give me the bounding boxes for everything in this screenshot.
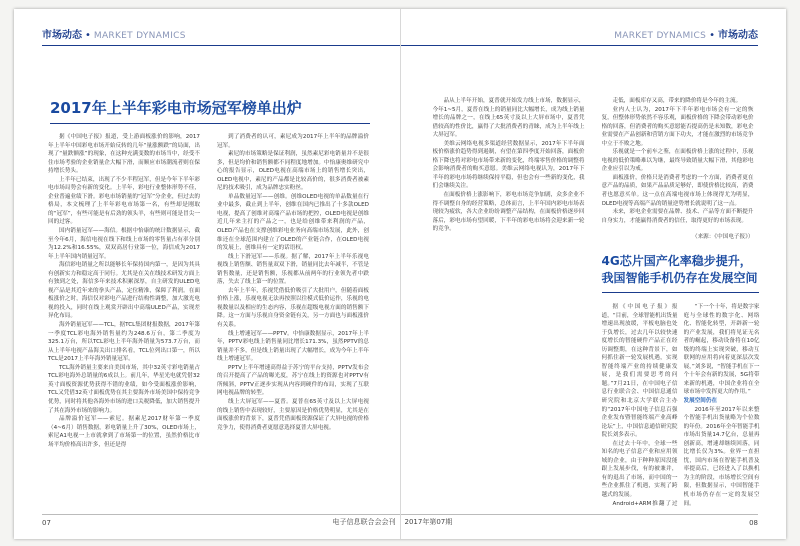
paragraph: 线上大屏冠军——夏普。夏普在65英寸及以上大屏电视的线上销售中表现较好，主要原因是价格优势明显，尤其是在面板涨价的背景下，夏普凭借面板资源保证了大屏电视的价格竞争力，使得消费者更愿意选择夏普大屏电视。 xyxy=(217,398,369,431)
left-page xyxy=(14,9,401,539)
footer-rule xyxy=(42,514,400,515)
paragraph: 素尼的市场策略是保证利润，虽然素尼彩电销量并不是很多，但是均价和销售额都不同程度地增加。中怡康奥维研究中心的报告显示，OLED电视在高端市场上的销售增长突出，OLED电视中，素尼的产品都是比较高价的，很多消费者被素尼的技术吸引，成为品牌忠实粉丝。 xyxy=(217,151,369,192)
section-label: 市场动态 xyxy=(718,30,758,41)
paragraph: 据《中国电子报》报道，受上游面板涨价的影响，2017年上半年中国彩电市场开始反转的几年“量涨额跌”的局面，出现了“量跌额涨”的现象，在这种充满变数的市场当中，经受不住市场考验的企业销量企大幅下滑，而顺应市场潮流者则在保持增长势头。 xyxy=(48,134,200,175)
text-column-4 xyxy=(684,303,760,507)
title-rule xyxy=(602,292,759,293)
text-column-1 xyxy=(48,133,200,505)
text-column-1 xyxy=(433,97,585,507)
paragraph: 美维云网络电视多渠道经营数据显示，2017年下半年面板价格涨价趋势得到遏制，有望在第四季度开始回落，面板价格下降也将对彩电市场带来新的变化，终端零售价格的调整将会影响消费者的购买意愿。美维云网络电视认为，2017年下半年的彩电市场将继续保持平稳，但也会有一些新的变化，我们会继续关注。 xyxy=(432,140,585,190)
bullet-icon: • xyxy=(85,30,91,41)
text-column-3 xyxy=(602,303,678,507)
paragraph: 单品数量冠军——创维。创维OLED电视的单品数量在行业中最多，截止到上半年，创维在国内已推出了十多款OLED电视，提高了创维对高端产品市场的把控，OLED电视是创维近几年来主打的产品之一，也是给创维带来利润的产品，OLED产品也在支撑创维彩电业务向高端市场发展，此外，创维还在全球范围内建立了OLED的产业链合作，在OLED电视的发展上，创维具有一定的话语权。 xyxy=(217,193,369,252)
section-label: 市场动态 xyxy=(42,30,82,41)
right-page xyxy=(401,9,787,539)
paragraph: 线上下滑冠军——乐视。据了解，2017年上半年乐视电视线上销售额、销售量双双下滑，销量同比去年减半，不管是销售数量，还是销售额，乐视都从前两年的行业领先者中跌落，失去了线上第一的位置。 xyxy=(217,253,369,286)
header-rule xyxy=(42,45,400,46)
footer-title: 电子信息联合会会刊 xyxy=(332,518,396,526)
footer-rule xyxy=(401,514,759,515)
paragraph: 乐视就是一个前车之鉴，在面板价格上涨的过程中，乐视电视的低价策略难以为继，最终导致销量大幅下滑，其他彩电企业应引以为戒。 xyxy=(601,149,754,173)
article2-title-line2: 我国智能手机仍存在发展空间 xyxy=(601,271,758,285)
paragraph: 去年上半年，乐视凭借低价吸引了大批用户，但随着面板价格上涨，乐视电视无法再按照以往模式低价运作，乐视的电视数量以及相应的生态内容，乐视在超级电视方面的销售额下降。这一方面与乐视自身资金链有关，另一方面也与面板涨价有关系。 xyxy=(217,287,369,329)
magazine-spread xyxy=(14,9,786,539)
paragraph: 到了消费者的认可，素尼成为2017年上半年的品牌溢价冠军。 xyxy=(217,134,369,149)
paragraph: 走低，面板库存又高，带来的降价将是今年的主流。 xyxy=(612,98,742,104)
paragraph: Android+ARM推翻了过 xyxy=(612,500,678,507)
paragraph: 面板涨价，价格只是消费者考虑的一个方面，消费者更在意产品的品质，如果产品品质足够好，即使价格比较高，消费者也愿意买单。这一点在高端电视市场上体现得尤为明显，OLED电视等高端产品的销量逆势增长就说明了这一点。 xyxy=(601,174,754,207)
paragraph: 海外销量冠军——TCL，据TCL集团财报数据，2017年第一季度TCL彩电海外销售量约为248.6万台，第二季度为325.1万台，所以TCL彩电上半年海外销量为573.7万台，而从上半年电视产品海关出口排名看，TCL位列出口第一，所以TCL是2017上半年海外销量冠军。 xyxy=(48,322,200,363)
page-number: 07 xyxy=(42,519,51,527)
paragraph: 据《中国电子报》报道，“目前，全球智能机出货量增速出现放缓，平板电脑也处于负增长，过去几年以较快速度增长的智能硬件产品正在经历调整期，在这种背景下，如何抓住新一轮发展机遇，实现智能终端产业的持续健康发展，是我们需要思考的问题。”7月21日，在中国电子信息行业联合会、中国信息通信研究院和北京大学联合主办的“2017年中国电子信息百强企业发布暨智能终端产业高峰论坛”上，中国信息通信研究院院长刘多表示。 xyxy=(601,304,678,439)
subheading: 发展空间仍在 xyxy=(683,398,718,405)
paragraph: 业内人士认为，2017年下半年彩电市场会有一定的恢复，但整体形势依然不容乐观，面板价格的下降会带动彩电价格的回落，但消费者的购买意愿能否提高仍是未知数，彩电企业需要在产品创新和营销方面下功夫，才能在激烈的市场竞争中立于不败之地。 xyxy=(601,106,754,147)
article-title: 2017年上半年彩电市场冠军榜单出炉 xyxy=(50,99,302,117)
text-column-2 xyxy=(602,97,754,237)
header-rule xyxy=(401,45,759,46)
page-number: 08 xyxy=(749,519,758,527)
paragraph: TCL海外销量主要来自美国市场，其中32英寸彩电销量占TCL彩电海外总销量的6成以上。前几年，华星光电就凭借32英寸面板资源优势获得不错的业绩，如今受面板涨价影响，TCL又凭借32英寸面板优势在其主要海外市场美国中保持竞争优势，同时将其他各海外市场的进口关税降低，加大销售提升了其在海外市场的影响力。 xyxy=(48,364,200,414)
paragraph: “下一个十年，将是数字家庭与全球性的数字化、网络化、智能化转型，开辟新一轮的产业发展，我们将见证无名者的崛起，移动设备将在10亿级的终端上实现突破，移动互联网的应用将向着更深层次发展，”刘多说，“智能手机在下一个十年会有新的发展，5G将带来新的机遇，中国企业将在全球市场中发挥更大的作用。” xyxy=(683,304,760,396)
bullet-icon: • xyxy=(709,30,715,41)
source-note: （来源：《中国电子报》） xyxy=(691,234,754,240)
paragraph: 品从上半年开始，夏普就开始发力线上市场，数据显示，今年1~5月，夏普在线上的销量同比大幅增长，成为线上销量增长的品牌之一，在线上65英寸及以上大屏市场中，夏普凭借较高的性价比，赢得了大批消费者的青睐，成为上半年线上大屏冠军。 xyxy=(432,98,585,139)
paragraph: 在面板价格上涨影响下，彩电市场竞争加剧，众多企业不得不调整自身的经营策略，总体而言，上半年国内彩电市场表现较为疲软，各大企业纷纷调整产品结构，在面板价格逐步回落后，彩电市场有望回暖，下半年的彩电市场将会迎来新一轮的竞争。 xyxy=(432,192,585,233)
issue-label: 2017年第07期 xyxy=(404,518,453,526)
paragraph: 海信彩电销量之所以能够长年保持国内第一，是因为其具有创新实力和稳定高于同行。尤其是在关在线技术研发方面上有独到之处，海信多年来技术积累深厚，自主研发的ULED电视产品是其近年来的拳头产品，定位精准，保障了利润。在面板涨价之时，海信仅对彩电产品进行结构性调整，加大激光电视的投入，同时在线上观赏开辟出中高端ULED产品，实现差异化布局。 xyxy=(48,262,200,320)
paragraph: 2016年至2017年以来整个智能手机出货量略为个位数的年份。2016年全年智能手机市场出货量14.7亿台，总量再创新高，增速却继续回落，同比增长仅为3%。业界一直担忧，国内市场在智能手机普及率提高后，已经进入了以换机为主的阶段，市场增长空间有限，但数据显示，中国智能手机市场仍存在一定的发展空间。 xyxy=(683,406,760,507)
article2-title-line1: 4G芯片国产化率稳步提升， xyxy=(601,254,752,268)
text-column-2 xyxy=(217,133,369,505)
paragraph: 在过去十年中，全球一些知名的电子信息产业和应用领域的企业，由于种种原因没能跟上发展步伐，有的被兼并，有的退出了市场，而中国的一些企业抓住了机遇，实现了跨越式的发展。 xyxy=(601,440,678,499)
title-rule xyxy=(50,123,370,124)
paragraph: 国内销量冠军——海信。根据中怡康的统计数据显示，截至今年6月，海信电视在线下和线上市场的零售量占有率分别为12.2%和16.55%，双双高居行业第一位，海信成为2017年上半年国内销量冠军。 xyxy=(48,228,200,260)
paragraph: 未来，彩电企业需要在品牌、技术、产品等方面不断提升自身实力，才能赢得消费者的信任，取得更好的市场表现。 xyxy=(601,209,754,224)
paragraph: 线上增速冠军——PPTV。中怡康数据显示，2017年上半年，PPTV彩电线上销售量同比增长171.3%，虽然PPTV的总销量并不多，但是线上销量出现了大幅增长，成为今年上半年线上增速冠军。 xyxy=(217,330,369,363)
section-label-en: MARKET DYNAMICS xyxy=(614,31,707,41)
paragraph: PPTV上半年增速高得益于苏宁的平台支持，PPTV发布会的召开提高了产品的曝光度，苏宁在线上的资源也对PPTV有所倾斜，PPTV正逐步实现从内容到硬件的布局，实现了互联网电视品牌的转型。 xyxy=(217,364,369,397)
paragraph: 品牌溢价冠军——索尼。据素尼2017财年第一季度（4~6月）销售数据，彩电销量上升了30%，OLED市场上，索尼A1电视一上市就拿到了市场第一的位置，虽然价格比市场平均价格高出许多，但还是得 xyxy=(48,416,200,448)
section-header xyxy=(42,29,186,43)
section-header xyxy=(614,29,758,43)
paragraph: 上半年已结束，出现了不少半程冠军，但是今年下半年彩电市场局势会有新的变化。上半年，彩电行业整体形势不佳，企业普遍业绩下滑。彩电市场销量的“冠军”分企业，但过去的格局，本文梳理了上半年彩电市场第一名，有些却是刚取的“冠军”，有些可能是有后劲的领头羊，有些则可能是冒尖一回的过客。 xyxy=(48,176,200,226)
section-label-en: MARKET DYNAMICS xyxy=(93,31,186,41)
